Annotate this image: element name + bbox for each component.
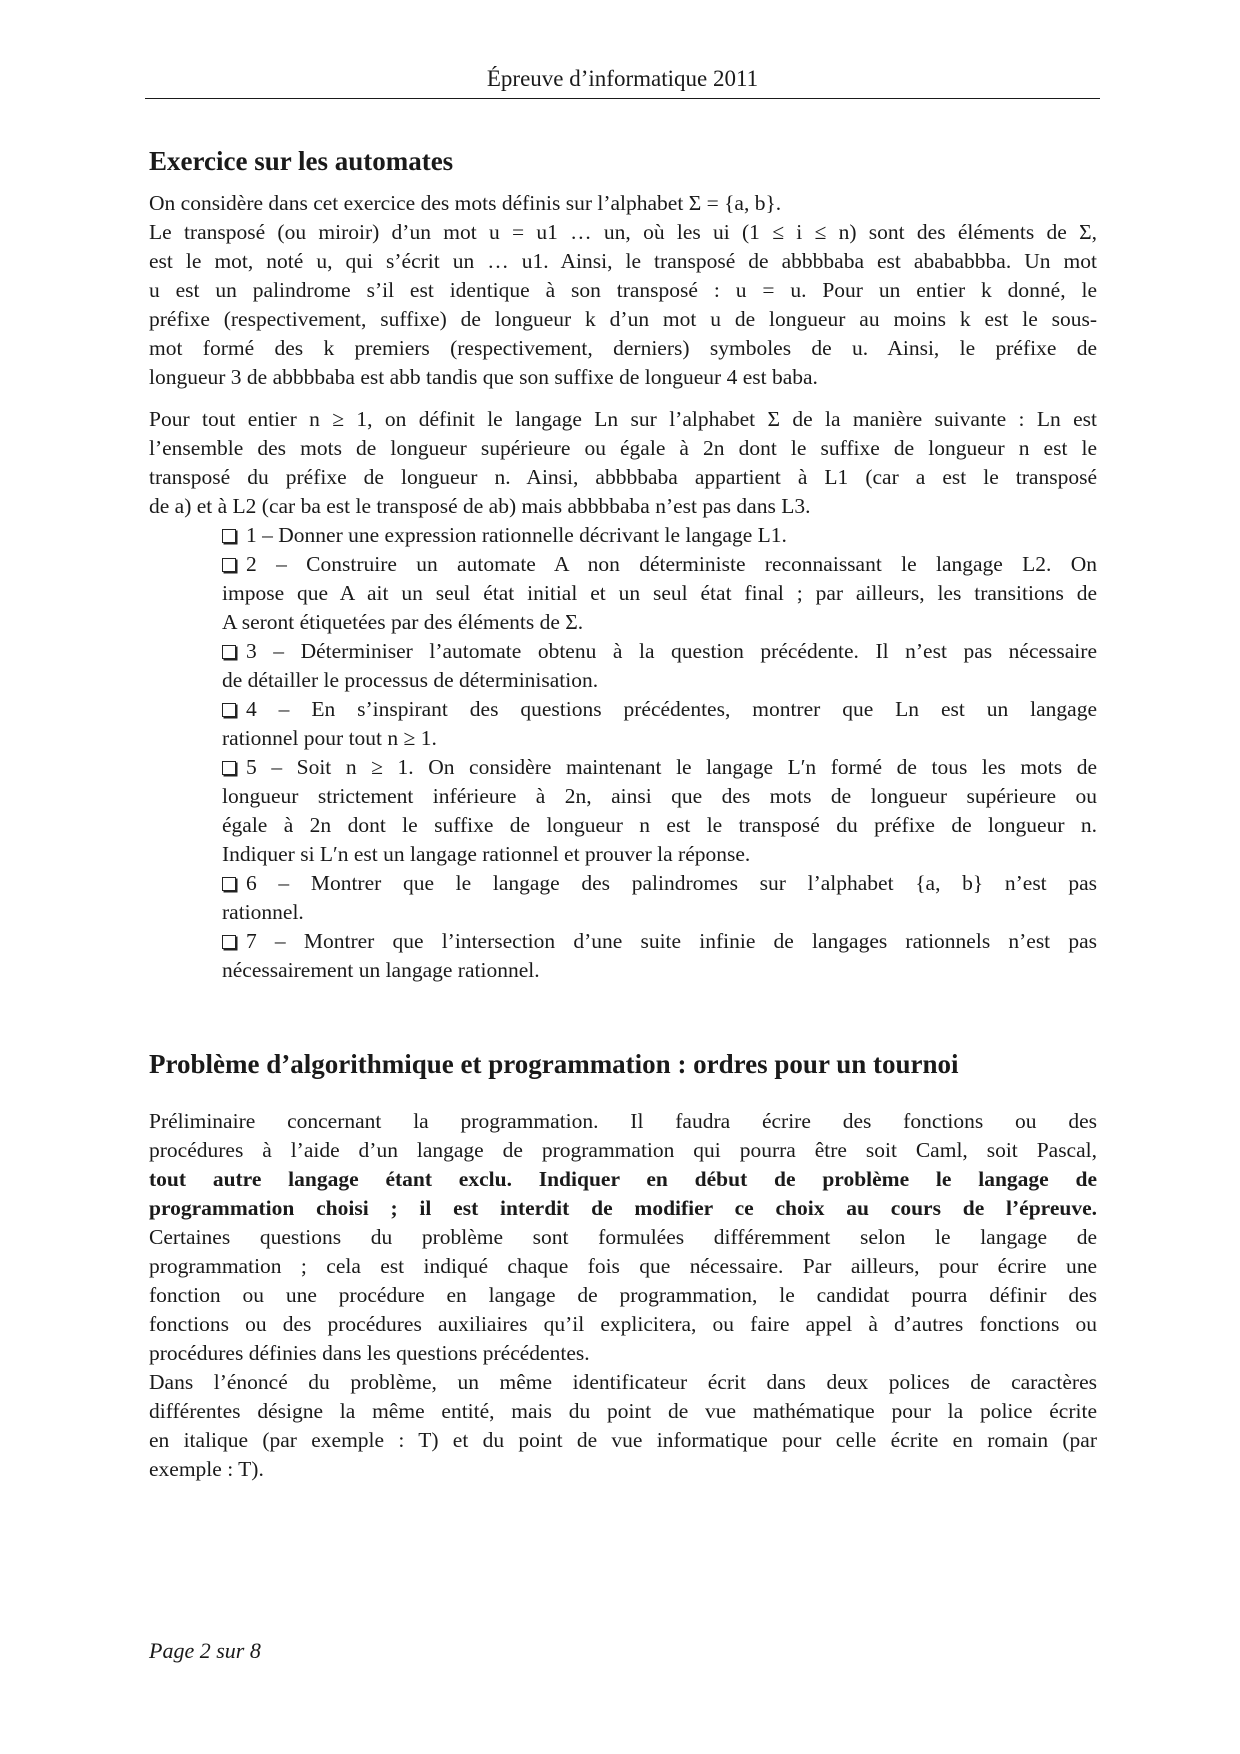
text-line: Indiquer si L′n est un langage rationnel et prouver la réponse.	[222, 842, 751, 866]
question-5: 5 – Soit n ≥ 1. On considère maintenant le langage L′n formé de tous les mots de	[222, 753, 1097, 782]
checkbox-icon	[222, 877, 236, 891]
text-line: Dans l’énoncé du problème, un même identificateur écrit dans deux polices de caractères	[149, 1370, 1097, 1394]
paragraph-alphabet	[149, 189, 1097, 392]
checkbox-icon	[222, 935, 236, 949]
page-content	[149, 146, 1097, 1484]
page-number: Page 2 sur 8	[149, 1638, 261, 1663]
checkbox-icon	[222, 529, 236, 543]
text-line: fonctions ou des procédures auxiliaires qu’il explicitera, ou faire appel à d’autres fonctions ou	[149, 1312, 1097, 1336]
text-line: longueur strictement inférieure à 2n, ainsi que des mots de longueur supérieure ou	[222, 784, 1097, 808]
section-title-problem: Problème d’algorithmique et programmation : ordres pour un tournoi	[149, 1049, 959, 1079]
question-2: 2 – Construire un automate A non déterministe reconnaissant le langage L2. On	[222, 550, 1097, 579]
question-6: 6 – Montrer que le langage des palindromes sur l’alphabet {a, b} n’est pas	[222, 869, 1097, 898]
text-line: de a) et à L2 (car ba est le transposé de ab) mais abbbbaba n’est pas dans L3.	[149, 494, 811, 518]
text-line: égale à 2n dont le suffixe de longueur n est le transposé du préfixe de longueur n.	[222, 813, 1097, 837]
text-line: tout autre langage étant exclu. Indiquer en début de problème le langage de	[149, 1167, 1097, 1191]
text-line: procédures définies dans les questions précédentes.	[149, 1341, 590, 1365]
text-line: rationnel.	[222, 900, 304, 924]
text-line: programmation ; cela est indiqué chaque fois que nécessaire. Par ailleurs, pour écrire une	[149, 1254, 1097, 1278]
text-line: On considère dans cet exercice des mots définis sur l’alphabet Σ = {a, b}.	[149, 191, 782, 215]
text-line: impose que A ait un seul état initial et un seul état final ; par ailleurs, les transitions de	[222, 581, 1097, 605]
section-title-automates: Exercice sur les automates	[149, 146, 454, 176]
paragraph-notation	[149, 1368, 1097, 1484]
text-line: est le mot, noté u, qui s’écrit un … u1. Ainsi, le transposé de abbbbaba est abababbba. Un mot	[149, 249, 1097, 273]
question-3: 3 – Déterminiser l’automate obtenu à la question précédente. Il n’est pas nécessaire	[222, 637, 1097, 666]
text-line: u est un palindrome s’il est identique à son transposé : u = u. Pour un entier k donné, le	[149, 278, 1097, 302]
checkbox-icon	[222, 645, 236, 659]
question-1: 1 – Donner une expression rationnelle décrivant le langage L1.	[222, 521, 1097, 550]
page-header: Épreuve d’informatique 2011	[145, 66, 1100, 99]
text-line: différentes désigne la même entité, mais du point de vue mathématique pour la police écrite	[149, 1399, 1097, 1423]
question-4: 4 – En s’inspirant des questions précédentes, montrer que Ln est un langage	[222, 695, 1097, 724]
text-line: mot formé des k premiers (respectivement, derniers) symboles de u. Ainsi, le préfixe de	[149, 336, 1097, 360]
paragraph-preliminary	[149, 1107, 1097, 1368]
text-line: en italique (par exemple : T) et du point de vue informatique pour celle écrite en romain (par	[149, 1428, 1097, 1452]
text-line: l’ensemble des mots de longueur supérieure ou égale à 2n dont le suffixe de longueur n est le	[149, 436, 1097, 460]
text-line: programmation choisi ; il est interdit de modifier ce choix au cours de l’épreuve.	[149, 1196, 1097, 1220]
question-7: 7 – Montrer que l’intersection d’une suite infinie de langages rationnels n’est pas	[222, 927, 1097, 956]
text-line: rationnel pour tout n ≥ 1.	[222, 726, 437, 750]
question-list	[149, 521, 1097, 985]
checkbox-icon	[222, 558, 236, 572]
text-line: préfixe (respectivement, suffixe) de longueur k d’un mot u de longueur au moins k est le sous-	[149, 307, 1097, 331]
text-line: longueur 3 de abbbbaba est abb tandis que son suffixe de longueur 4 est baba.	[149, 365, 818, 389]
checkbox-icon	[222, 703, 236, 717]
text-line: Certaines questions du problème sont formulées différemment selon le langage de	[149, 1225, 1097, 1249]
text-line: exemple : T).	[149, 1457, 264, 1481]
text-line: de détailler le processus de déterminisation.	[222, 668, 599, 692]
text-line: nécessairement un langage rationnel.	[222, 958, 540, 982]
paragraph-language-definition	[149, 405, 1097, 521]
text-line: procédures à l’aide d’un langage de programmation qui pourra être soit Caml, soit Pascal,	[149, 1138, 1097, 1162]
text-line: A seront étiquetées par des éléments de Σ.	[222, 610, 584, 634]
text-line: Préliminaire concernant la programmation. Il faudra écrire des fonctions ou des	[149, 1109, 1097, 1133]
text-line: fonction ou une procédure en langage de programmation, le candidat pourra définir des	[149, 1283, 1097, 1307]
checkbox-icon	[222, 761, 236, 775]
text-line: Le transposé (ou miroir) d’un mot u = u1 … un, où les ui (1 ≤ i ≤ n) sont des éléments de Σ,	[149, 220, 1097, 244]
text-line: Pour tout entier n ≥ 1, on définit le langage Ln sur l’alphabet Σ de la manière suivante : Ln est	[149, 407, 1097, 431]
text-line: transposé du préfixe de longueur n. Ainsi, abbbbaba appartient à L1 (car a est le transposé	[149, 465, 1097, 489]
